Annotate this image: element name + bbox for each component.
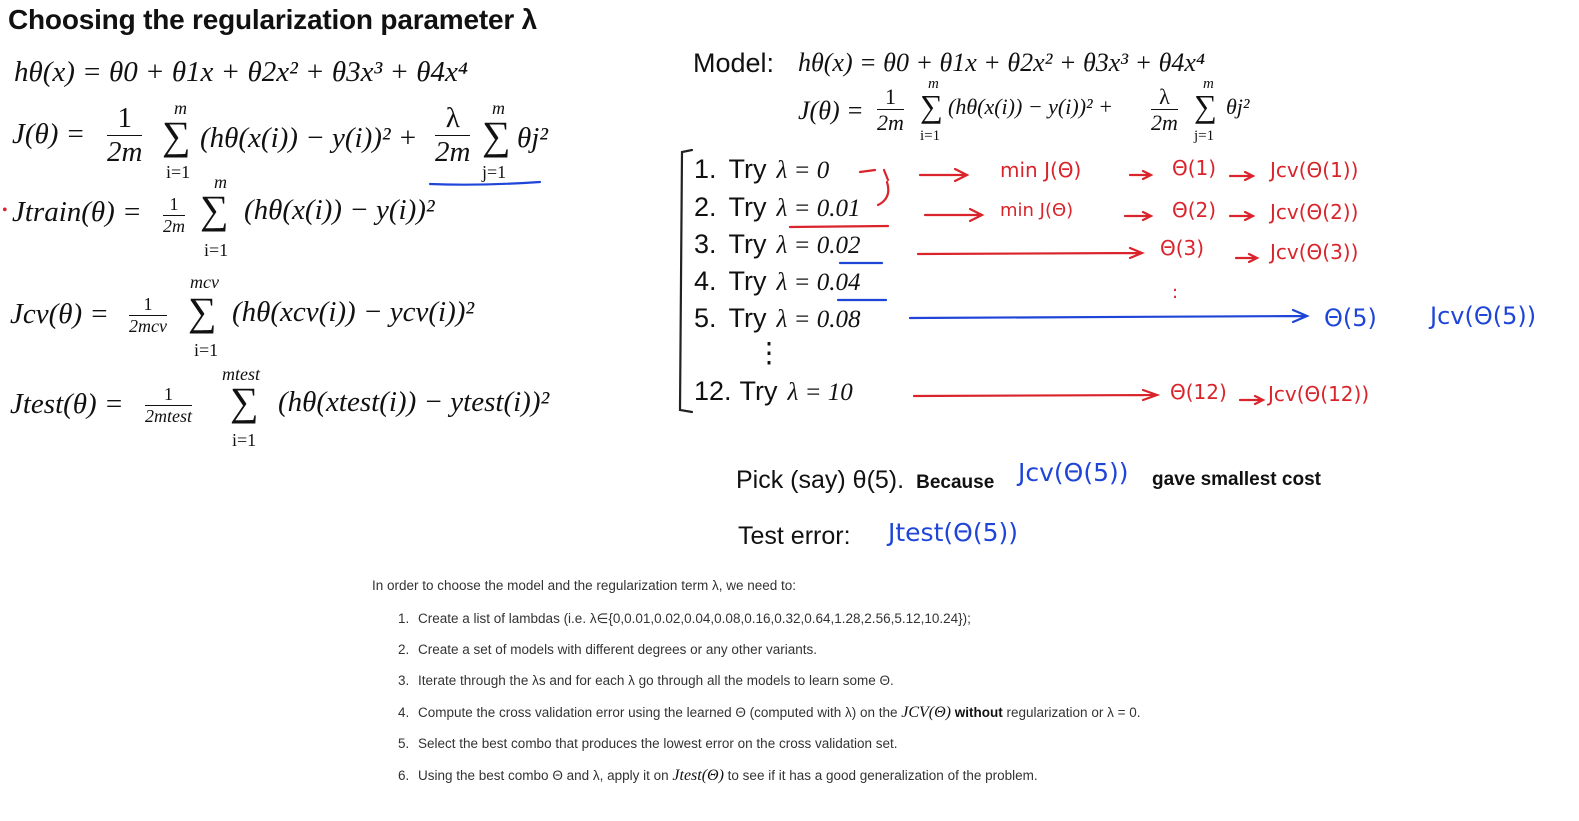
try-item: 3. Try λ = 0.02	[694, 229, 861, 259]
handwritten-jcv-1: Jcv(Θ(1))	[1270, 158, 1359, 182]
slide-title: Choosing the regularization parameter λ	[8, 4, 537, 35]
list-item: 5. Select the best combo that produces the lowest error on the cross validation set.	[398, 736, 898, 751]
model-sum-term: (hθ(x(i)) − y(i))² +	[948, 94, 1113, 119]
test-sum-term: (hθ(xtest(i)) − ytest(i))²	[278, 386, 550, 418]
handwritten-because-term: Jcv(Θ(5))	[1018, 458, 1129, 487]
test-sum-lower: i=1	[232, 430, 257, 450]
vertical-ellipsis: ⋮	[755, 338, 783, 369]
handwritten-jcv-2: Jcv(Θ(2))	[1270, 200, 1359, 224]
list-item: 2. Create a set of models with different degrees or any other variants.	[398, 642, 817, 657]
model-sum-lower: i=1	[920, 128, 941, 144]
cost-sum-term: (hθ(x(i)) − y(i))² +	[200, 122, 418, 154]
handwritten-theta-1: Θ(1)	[1172, 156, 1217, 180]
handwritten-jcv-3: Jcv(Θ(3))	[1270, 240, 1359, 264]
model-sigma-2: ∑	[1194, 88, 1217, 124]
notes-list	[372, 0, 1372, 821]
sigma-symbol: ∑	[162, 113, 191, 158]
try-item: 1. Try λ = 0	[694, 154, 830, 184]
try-item: 4. Try λ = 0.04	[694, 266, 861, 296]
test-error-label: Test error:	[738, 522, 851, 550]
model-label: Model:	[693, 48, 775, 78]
model-reg-fraction: $\frac{\lambda}{2m}$	[1151, 84, 1178, 136]
train-sum-lower: i=1	[204, 240, 229, 260]
handwritten-theta-12: Θ(12)	[1170, 380, 1227, 404]
model-cost-lhs: J(θ) =	[798, 96, 864, 125]
handwritten-jcv-12: Jcv(Θ(12))	[1268, 382, 1370, 406]
model-theta-j: θj²	[1226, 94, 1250, 119]
test-lhs: Jtest(θ) =	[10, 388, 124, 420]
handwritten-jcv-5: Jcv(Θ(5))	[1430, 302, 1537, 330]
handwritten-theta-3: Θ(3)	[1160, 236, 1205, 260]
list-item: 6. Using the best combo Θ and λ, apply it on Jtest(Θ) to see if it has a good generalization of the problem.	[398, 767, 1038, 784]
handwritten-theta-2: Θ(2)	[1172, 198, 1217, 222]
list-item: 4. Compute the cross validation error using the learned Θ (computed with λ) on the JCV(Θ) without regularization or λ = 0.	[398, 704, 1141, 721]
handwritten-min-j-1: min J(Θ)	[1000, 158, 1082, 182]
train-fraction: $\frac{1}{2m}$	[163, 194, 185, 236]
model-hypothesis: hθ(x) = θ0 + θ1x + θ2x² + θ3x³ + θ4x⁴	[798, 48, 1205, 77]
notes-intro: In order to choose the model and the regularization term λ, we need to:	[372, 578, 796, 593]
test-sigma: ∑	[230, 379, 259, 424]
sum-lower-j: j=1	[482, 162, 507, 182]
train-sum-upper: m	[214, 172, 227, 192]
model-sum-upper-2: m	[1203, 76, 1214, 92]
theta-j-squared: θj²	[517, 122, 548, 154]
cv-lhs: Jcv(θ) =	[10, 298, 109, 330]
pick-suffix: gave smallest cost	[1152, 469, 1321, 490]
handwritten-test-term: Jtest(Θ(5))	[888, 518, 1018, 547]
sigma-symbol-2: ∑	[482, 113, 511, 158]
handwritten-min-j-2: min J(Θ)	[1000, 200, 1074, 221]
bullet-dot: •	[2, 202, 8, 219]
handwritten-theta-5: Θ(5)	[1324, 304, 1377, 332]
cv-sum-lower: i=1	[194, 340, 219, 360]
handwritten-dots: :	[1172, 282, 1179, 303]
pick-prefix: Pick (say) θ(5).	[736, 466, 905, 494]
test-sum-upper: mtest	[222, 364, 260, 384]
reg-fraction: $\frac{\lambda}{2m}$	[435, 102, 471, 169]
train-sigma: ∑	[200, 187, 229, 232]
cost-fraction: $\frac{1}{2m}$	[107, 102, 143, 169]
test-fraction: 1 2mtest	[145, 384, 192, 426]
sum-upper-m2: m	[492, 98, 505, 118]
pick-because: Because	[916, 472, 995, 493]
train-lhs: Jtrain(θ) =	[12, 196, 142, 228]
cv-sum-upper: mcv	[190, 272, 219, 292]
model-sum-lower-2: j=1	[1194, 128, 1215, 144]
cost-lhs: J(θ) =	[12, 118, 86, 150]
try-item: 5. Try λ = 0.08	[694, 303, 861, 333]
model-sigma: ∑	[920, 88, 943, 124]
cv-sigma: ∑	[188, 289, 217, 334]
sum-upper-m: m	[174, 98, 187, 118]
model-sum-upper: m	[928, 76, 939, 92]
list-item: 3. Iterate through the λs and for each λ go through all the models to learn some Θ.	[398, 673, 894, 688]
cv-sum-term: (hθ(xcv(i)) − ycv(i))²	[232, 296, 475, 328]
train-sum-term: (hθ(x(i)) − y(i))²	[244, 194, 435, 226]
cv-fraction: 1 2mcv	[129, 294, 167, 336]
hypothesis-equation: hθ(x) = θ0 + θ1x + θ2x² + θ3x³ + θ4x⁴	[14, 56, 468, 88]
list-item: 1. Create a list of lambdas (i.e. λ∈{0,0.01,0.02,0.04,0.08,0.16,0.32,0.64,1.28,2.56,5.12,10.24});	[398, 611, 971, 626]
try-item: 2. Try λ = 0.01	[694, 192, 861, 222]
sum-lower-i: i=1	[166, 162, 191, 182]
try-item: 12. Try λ = 10	[694, 376, 853, 406]
model-cost-fraction: $\frac{1}{2m}$	[877, 84, 904, 136]
